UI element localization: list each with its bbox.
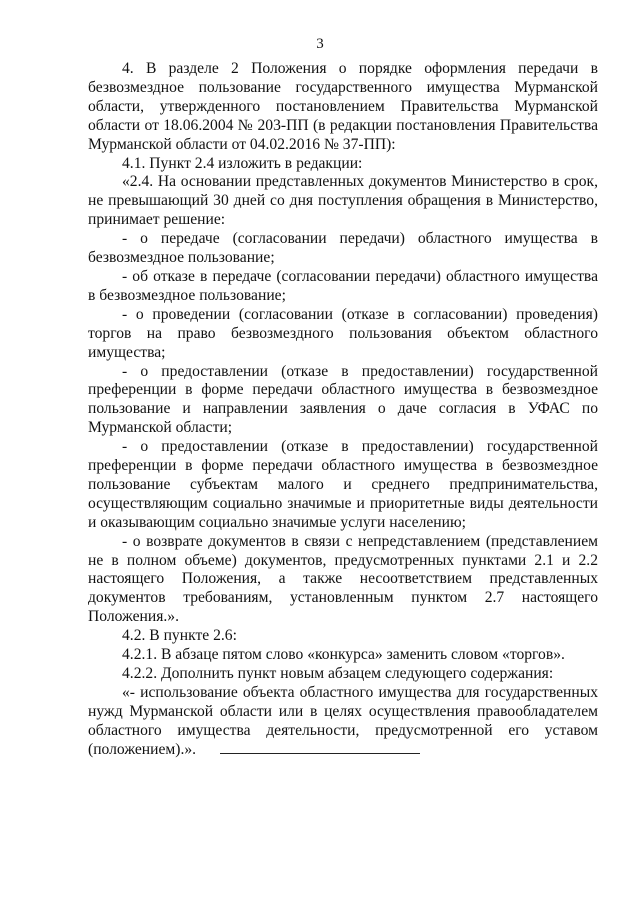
list-item-return-documents: - о возврате документов в связи с непредставлением (представлением не в полном объеме) документов, предусмотренных пунктами 2.1 и 2.2 настоящего Положения, а также несоответствием представленных документов требованиям, установленным пунктом 2.7 настоящего Положения.». — [88, 532, 598, 626]
paragraph-4-2-2: 4.2.2. Дополнить пункт новым абзацем следующего содержания: — [122, 665, 554, 682]
list-item-preference-sme: - о предоставлении (отказе в предоставлении) государственной преференции в форме передачи областного имущества в безвозмездное пользование субъектам малого и среднего предпринимательства, осуществляющим социально значимые и приоритетные виды деятельности и оказывающим социально значимые услуги населению; — [88, 438, 598, 531]
list-item-transfer: - о передаче (согласовании передачи) областного имущества в безвозмездное пользование; — [88, 230, 598, 267]
paragraph-2-4: «2.4. На основании представленных документов Министерство в срок, не превышающий 30 дней со дня поступления обращения в Министерство, принимает решение: — [88, 173, 598, 229]
closing-divider-line — [220, 753, 420, 754]
paragraph-4-1: 4.1. Пункт 2.4 изложить в редакции: — [122, 154, 363, 172]
paragraph-new-abzac: «- использование объекта областного имущества для государственных нужд Мурманской области или в целях осуществления правообладателем областного имущества деятельности, предусмотренной его уставом (положением).». — [88, 683, 598, 758]
list-item-auction: - о проведении (согласовании (отказе в согласовании) проведения) торгов на право безвозмездного пользования объектом областного имущества; — [88, 305, 598, 361]
paragraph-section-4-intro: 4. В разделе 2 Положения о порядке оформления передачи в безвозмездное пользование государственного имущества Мурманской области, утвержденного постановлением Правительства Мурманской области от 18.06.2004 № 203-ПП (в редакции постановления Правительства Мурманской области от 04.02.2016 № 37-ПП): — [88, 60, 598, 153]
paragraph-4-2-1: 4.2.1. В абзаце пятом слово «конкурса» заменить словом «торгов». — [122, 646, 565, 664]
paragraph-4-2: 4.2. В пункте 2.6: — [122, 627, 237, 645]
list-item-refusal: - об отказе в передаче (согласовании передачи) областного имущества в безвозмездное пользование; — [88, 267, 598, 304]
list-item-preference-ufas: - о предоставлении (отказе в предоставлении) государственной преференции в форме передачи областного имущества в безвозмездное пользование и направлении заявления о даче согласия в УФАС по Мурманской области; — [88, 362, 598, 437]
page-number: 3 — [316, 36, 324, 52]
document-body — [88, 60, 598, 760]
